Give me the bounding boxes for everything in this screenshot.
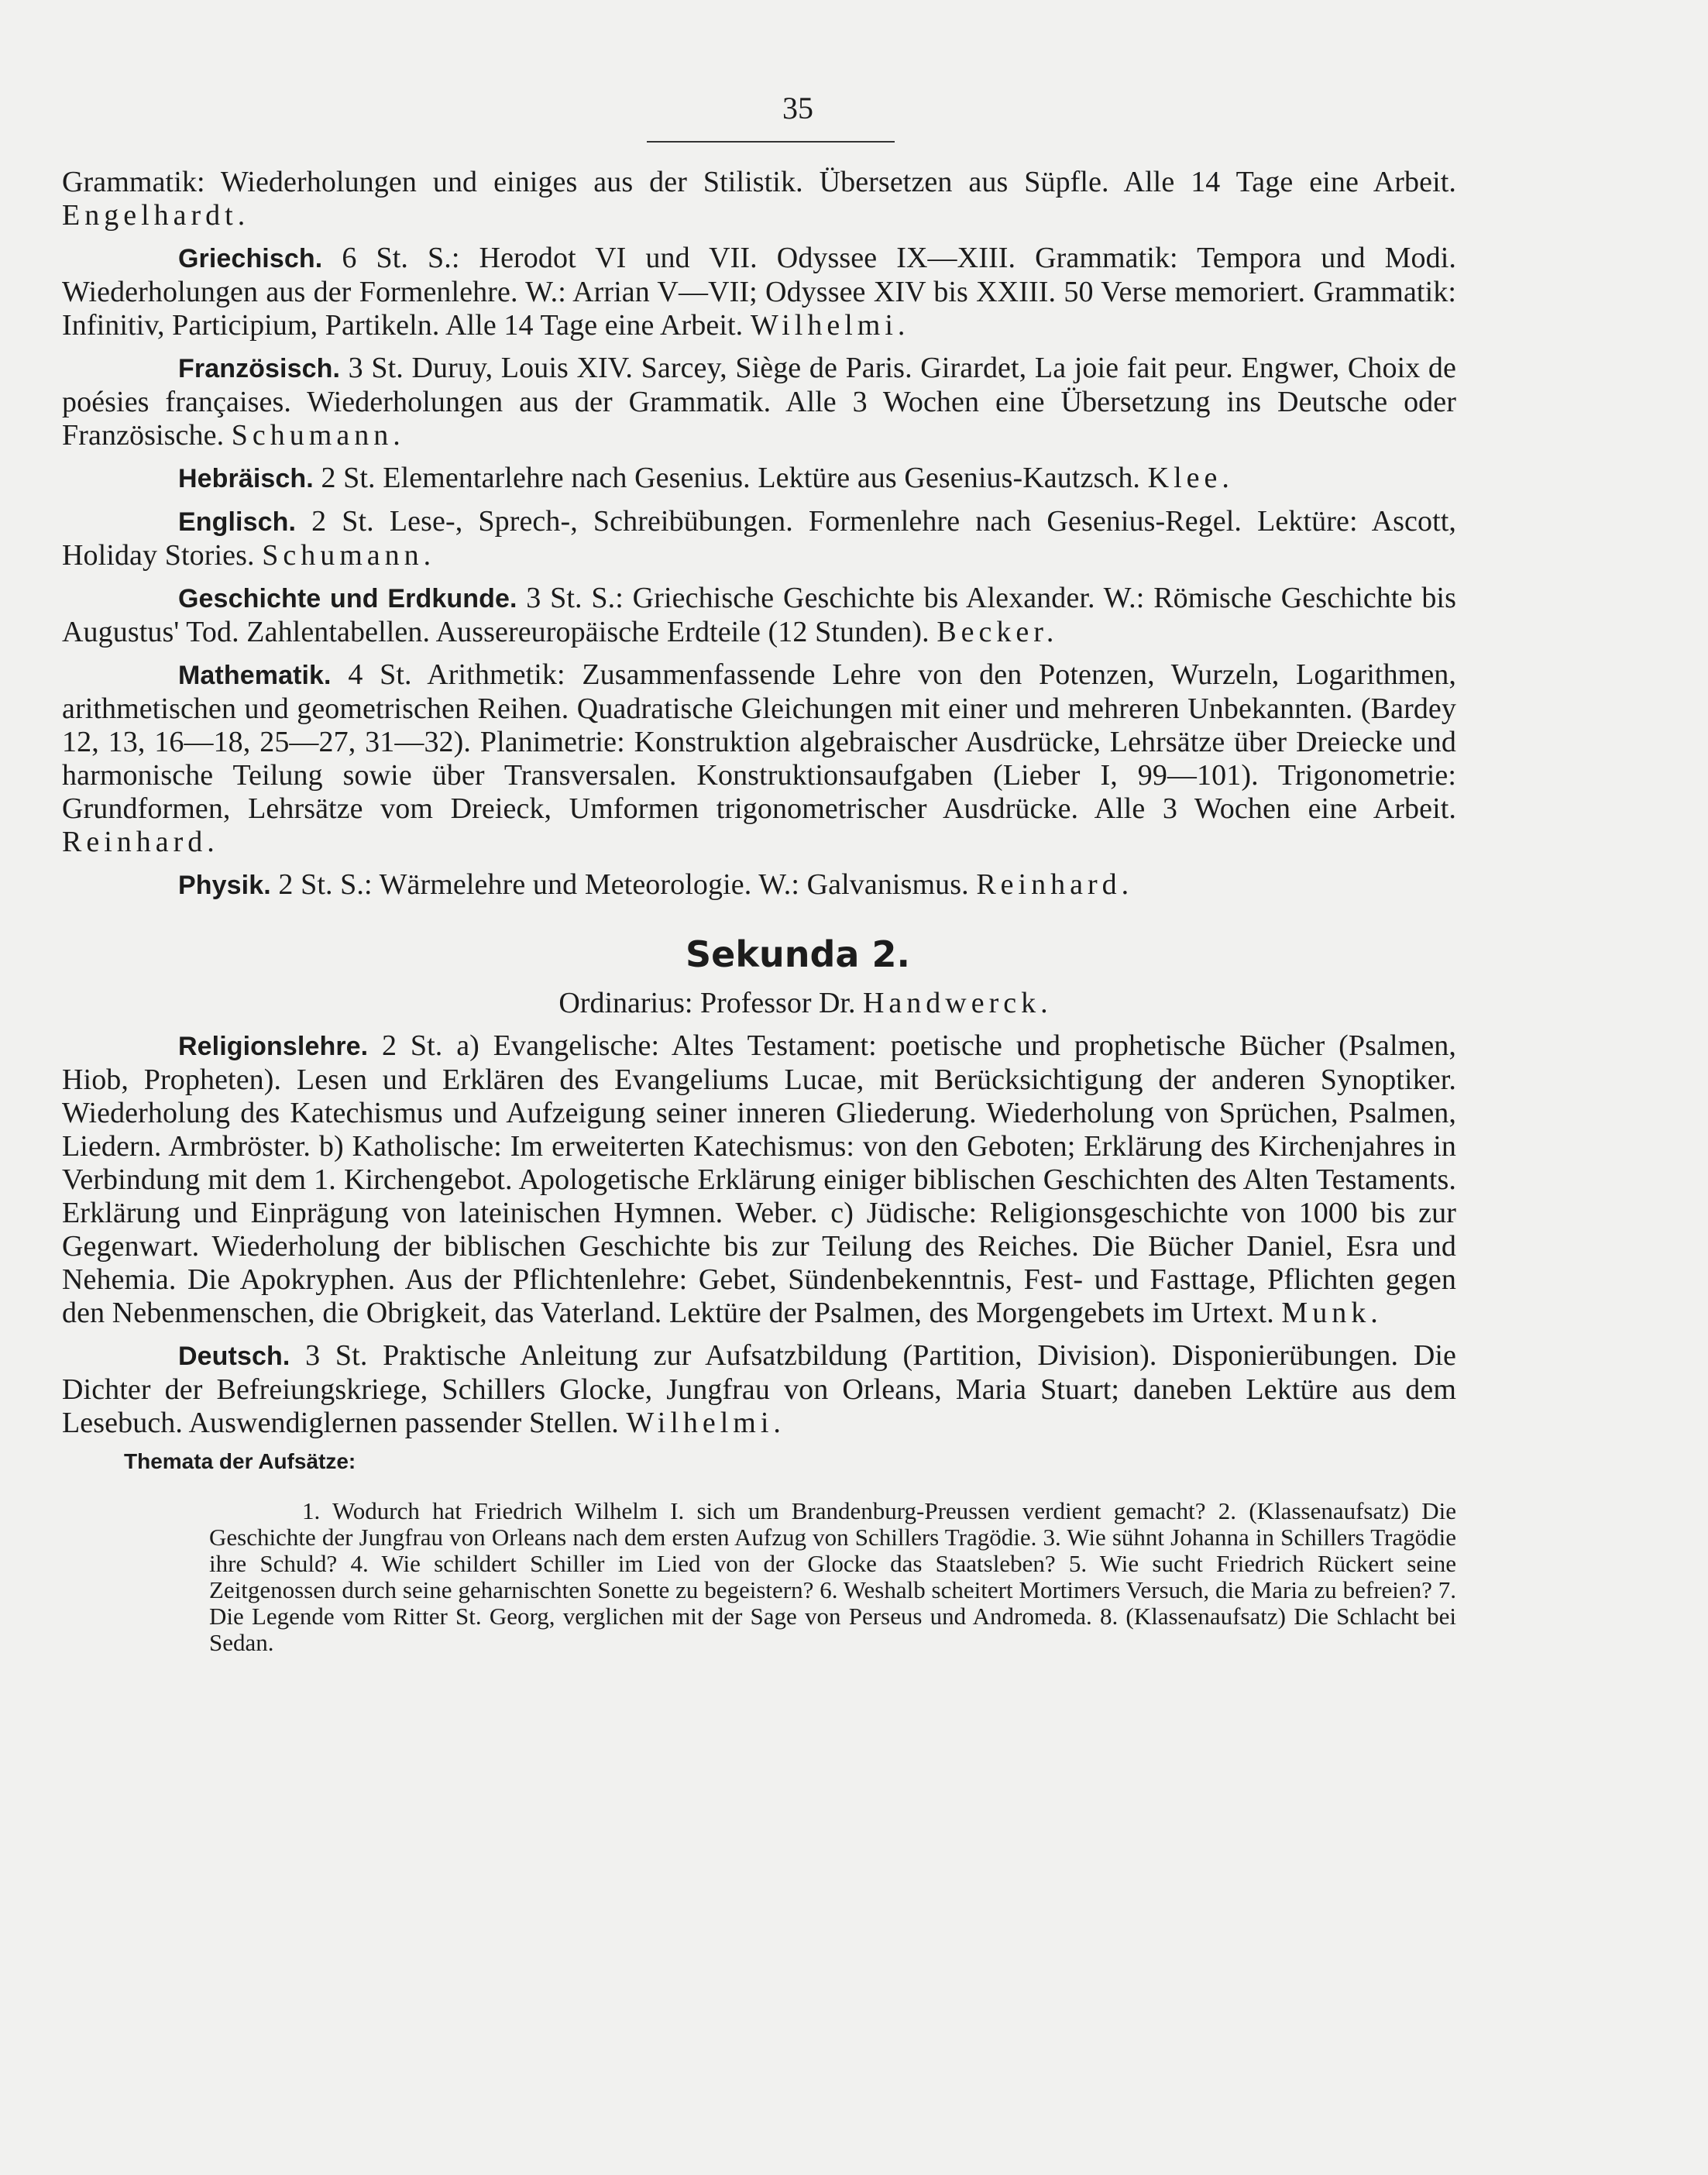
paragraph-text: 6 St. S.: Herodot VI und VII. Odyssee IX—XIII. Grammatik: Tempora und Modi. Wiederholungen aus der Formenlehre. W.: Arrian V—VII; Odyssee XIV bis XXIII. 50 Verse memoriert. Grammatik: Infinitiv, Participium, Partikeln. Alle 14 Tage eine Arbeit. xyxy=(62,242,1456,342)
ordinarius-label: Ordinarius: Professor Dr. xyxy=(558,987,863,1019)
paragraph-franzoesisch xyxy=(62,352,1456,452)
page-number: 35 xyxy=(782,91,813,125)
teacher-name: Wilhelmi. xyxy=(626,1407,785,1439)
subject-heading: Französisch. xyxy=(178,354,341,383)
paragraph-deutsch xyxy=(62,1339,1456,1440)
teacher-name: Schumann. xyxy=(231,419,405,452)
subject-heading: Hebräisch. xyxy=(178,464,314,493)
paragraph-text: Grammatik: Wiederholungen und einiges aus der Stilistik. Übersetzen aus Süpfle. Alle 14 Tage eine Arbeit. xyxy=(62,166,1456,198)
teacher-name: Becker. xyxy=(936,616,1059,648)
paragraph-text: 2 St. S.: Wärmelehre und Meteorologie. W.: Galvanismus. xyxy=(270,868,977,901)
paragraph-englisch xyxy=(62,505,1456,572)
paragraph-text: 2 St. Lese-, Sprech-, Schreibübungen. Formenlehre nach Gesenius-Regel. Lektüre: Ascott, Holiday Stories. xyxy=(62,505,1456,572)
section-title: Sekunda 2. xyxy=(686,933,910,975)
subject-heading: Mathematik. xyxy=(178,661,332,690)
document-page xyxy=(62,93,1456,1680)
themata-list: 1. Wodurch hat Friedrich Wilhelm I. sich um Brandenburg-Preussen verdient gemacht? 2. (Klassenaufsatz) Die Geschichte der Jungfrau von Orleans nach dem ersten Aufzug von Schillers Tragödie. 3. Wie sühnt Johanna in Schillers Tragödie ihre Schuld? 4. Wie schildert Schiller im Lied von der Glocke das Staatsleben? 5. Wie sucht Friedrich Rückert seine Zeitgenossen durch seine geharnischten Sonette zu begeistern? 6. Weshalb scheitert Mortimers Versuch, die Maria zu befreien? 7. Die Legende vom Ritter St. Georg, verglichen mit der Sage von Perseus und Andromeda. 8. (Klassenaufsatz) Die Schlacht bei Sedan. xyxy=(209,1497,1456,1656)
paragraph-physik xyxy=(62,868,1456,902)
paragraph-hebraeisch xyxy=(62,462,1456,496)
paragraph-text: 3 St. Duruy, Louis XIV. Sarcey, Siège de Paris. Girardet, La joie fait peur. Engwer, Choix de poésies françaises. Wiederholungen aus der Grammatik. Alle 3 Wochen eine Übersetzung ins Deutsche oder Französische. xyxy=(62,352,1456,452)
teacher-name: Schumann. xyxy=(262,539,436,572)
themata-heading: Themata der Aufsätze: xyxy=(124,1449,356,1473)
subject-heading: Deutsch. xyxy=(178,1342,290,1371)
paragraph-text: 4 St. Arithmetik: Zusammenfassende Lehre von den Potenzen, Wurzeln, Logarithmen, arithmetischen und geometrischen Reihen. Quadratische Gleichungen mit einer und mehreren Unbekannten. (Bardey 12, 13, 16—18, 25—27, 31—32). Planimetrie: Konstruktion algebraischer Ausdrücke, Lehrsätze über Dreiecke und harmonische Teilung sowie über Transversalen. Konstruktionsaufgaben (Lieber I, 99—101). Trigonometrie: Grundformen, Lehrsätze vom Dreieck, Umformen trigonometrischer Ausdrücke. Alle 3 Wochen eine Arbeit. xyxy=(62,658,1456,825)
subject-heading: Geschichte und Erdkunde. xyxy=(178,584,517,613)
paragraph-religionslehre xyxy=(62,1029,1456,1330)
ordinarius-line xyxy=(155,986,1456,1020)
teacher-name: Engelhardt. xyxy=(62,199,250,232)
paragraph-text: 3 St. Praktische Anleitung zur Aufsatzbildung (Partition, Division). Disponierübungen. Die Dichter der Befreiungskriege, Schillers Glocke, Jungfrau von Orleans, Maria Stuart; daneben Lektüre aus dem Lesebuch. Auswendiglernen passender Stellen. xyxy=(62,1339,1456,1439)
paragraph-text: 2 St. Elementarlehre nach Gesenius. Lektüre aus Gesenius-Kautzsch. xyxy=(313,462,1148,494)
subject-heading: Englisch. xyxy=(178,507,297,537)
teacher-name: Reinhard. xyxy=(62,826,219,858)
subject-heading: Griechisch. xyxy=(178,244,323,273)
paragraph-geschichte xyxy=(62,582,1456,649)
subject-heading: Religionslehre. xyxy=(178,1032,369,1061)
paragraph-mathematik xyxy=(62,658,1456,859)
paragraph-text: 3 St. S.: Griechische Geschichte bis Alexander. W.: Römische Geschichte bis Augustus' Tod. Zahlentabellen. Aussereuropäische Erdteile (12 Stunden). xyxy=(62,582,1456,648)
header-rule xyxy=(647,141,895,143)
teacher-name: Klee. xyxy=(1147,462,1234,494)
paragraph-text: 2 St. a) Evangelische: Altes Testament: poetische und prophetische Bücher (Psalmen, Hiob, Propheten). Lesen und Erklären des Evangeliums Lucae, mit Berücksichtigung der anderen Synoptiker. Wiederholung des Katechismus und Aufzeigung seiner inneren Gliederung. Wiederholung von Sprüchen, Psalmen, Liedern. Armbröster. b) Katholische: Im erweiterten Katechismus: von den Geboten; Erklärung des Kirchenjahres in Verbindung mit dem 1. Kirchengebot. Apologetische Erklärung einiger biblischen Geschichten des Alten Testaments. Erklärung und Einprägung von lateinischen Hymnen. Weber. c) Jüdische: Religionsgeschichte von 1000 bis zur Gegenwart. Wiederholung der biblischen Geschichte bis zur Teilung des Reiches. Die Bücher Daniel, Esra und Nehemia. Die Apokryphen. Aus der Pflichtenlehre: Gebet, Sündenbekenntnis, Fest- und Fasttage, Pflichten gegen den Nebenmenschen, die Obrigkeit, das Vaterland. Lektüre der Psalmen, des Morgengebets im Urtext. xyxy=(62,1029,1456,1329)
paragraph-griechisch xyxy=(62,242,1456,342)
teacher-name: Reinhard. xyxy=(976,868,1134,901)
paragraph-grammatik xyxy=(62,166,1456,232)
teacher-name: Wilhelmi. xyxy=(750,309,910,342)
ordinarius-name: Handwerck. xyxy=(862,987,1053,1019)
teacher-name: Munk. xyxy=(1281,1297,1383,1329)
subject-heading: Physik. xyxy=(178,871,271,900)
